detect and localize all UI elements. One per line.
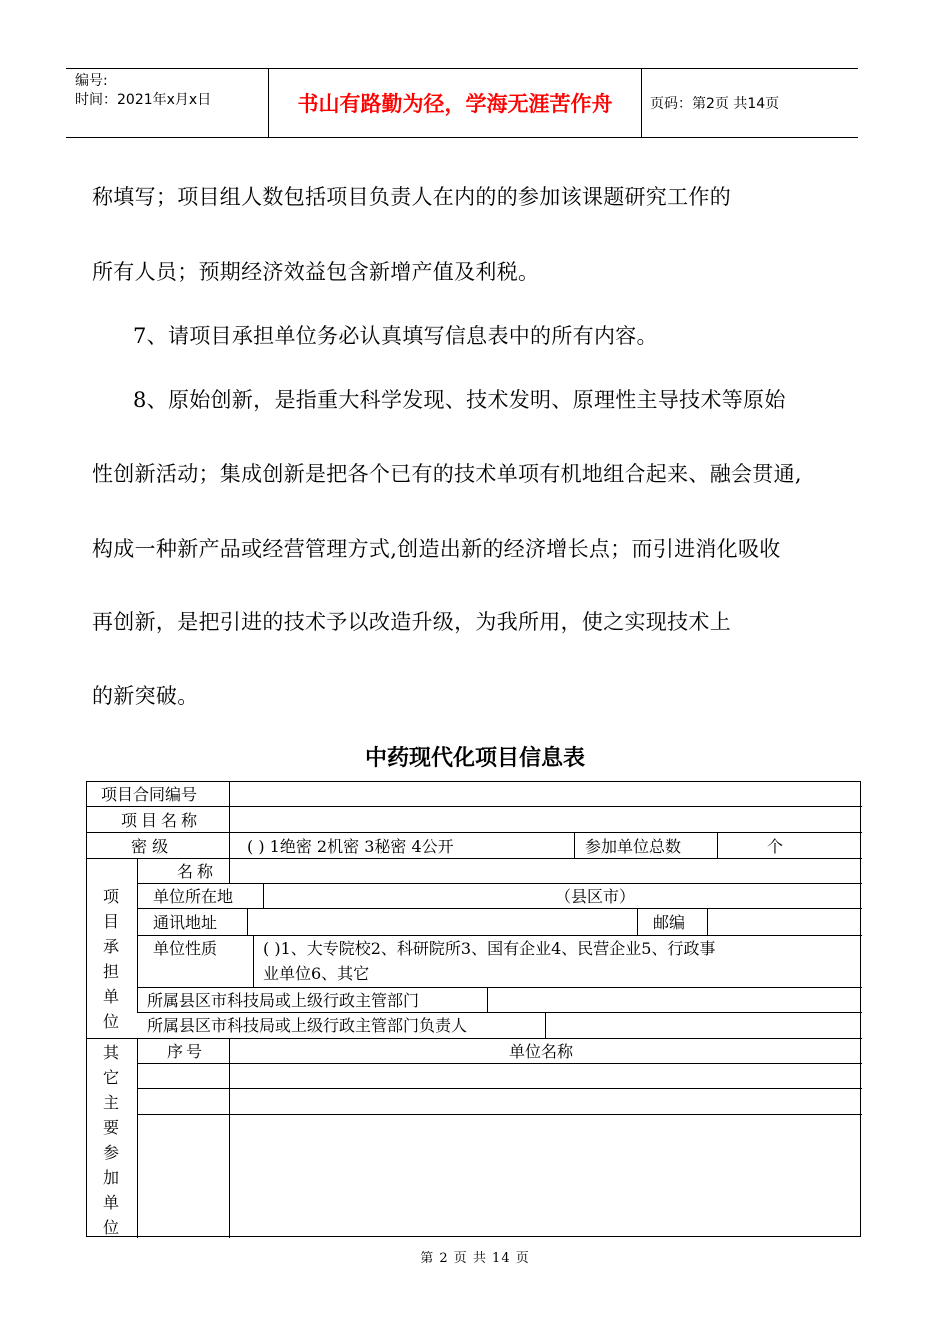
page-footer: 第 2 页 共 14 页 [420,1251,530,1266]
unit-location-suffix: （县区市） [555,887,636,906]
header-motto: 书山有路勤为径，学海无涯苦作舟 [269,69,642,137]
document-time-label: 时间：2021年x月x日 [75,92,212,108]
paragraph-line: 的新突破。 [92,684,199,708]
unit-name-header: 单位名称 [509,1042,574,1061]
paragraph-line: 7、请项目承担单位务必认真填写信息表中的所有内容。 [133,324,658,348]
participants-unit: 个 [767,837,784,856]
secret-level-options: ( ) 1绝密 2机密 3秘密 4公开 [247,837,454,856]
participants-count-label: 参加单位总数 [585,837,682,856]
sequence-number-header: 序号 [167,1042,206,1061]
mailing-address-label: 通讯地址 [153,913,218,932]
paragraph-line: 性创新活动；集成创新是把各个已有的技术单项有机地组合起来、融会贯通, [92,462,802,486]
unit-nature-options-line1: ( )1、大专院校2、科研院所3、国有企业4、民营企业5、行政事 [263,939,716,958]
paragraph-line: 8、原始创新，是指重大科学发现、技术发明、原理性主导技术等原始 [133,388,786,412]
unit-location-label: 单位所在地 [153,887,234,906]
paragraph-line: 再创新，是把引进的技术予以改造升级，为我所用，使之实现技术上 [92,610,731,634]
secret-level-label: 密 级 [131,837,169,856]
project-info-table [86,781,861,1237]
other-units-group-label: 其 它 主 要 参 加 单 位 [102,1043,119,1237]
unit-nature-label: 单位性质 [153,939,218,958]
contract-number-label: 项目合同编号 [101,785,198,804]
header-page-info: 页码：第2页 共14页 [650,96,780,112]
header-meta [66,69,269,137]
unit-name-label: 名称 [177,862,218,881]
project-name-label: 项目名称 [121,811,202,830]
paragraph-line: 构成一种新产品或经营管理方式,创造出新的经济增长点；而引进消化吸收 [92,537,781,561]
form-title: 中药现代化项目信息表 [364,745,585,771]
unit-nature-options-line2: 业单位6、其它 [263,964,370,983]
supervising-dept-label: 所属县区市科技局或上级行政主管部门 [147,991,420,1010]
paragraph-line: 所有人员；预期经济效益包含新增产值及利税。 [92,260,540,284]
undertaker-group-label: 项 目 承 担 单 位 [102,887,119,1031]
supervising-dept-head-label: 所属县区市科技局或上级行政主管部门负责人 [147,1016,468,1035]
paragraph-line: 称填写；项目组人数包括项目负责人在内的的参加该课题研究工作的 [92,185,731,209]
document-number-label: 编号: [75,73,108,89]
postcode-label: 邮编 [653,913,686,932]
page-header [66,68,858,138]
